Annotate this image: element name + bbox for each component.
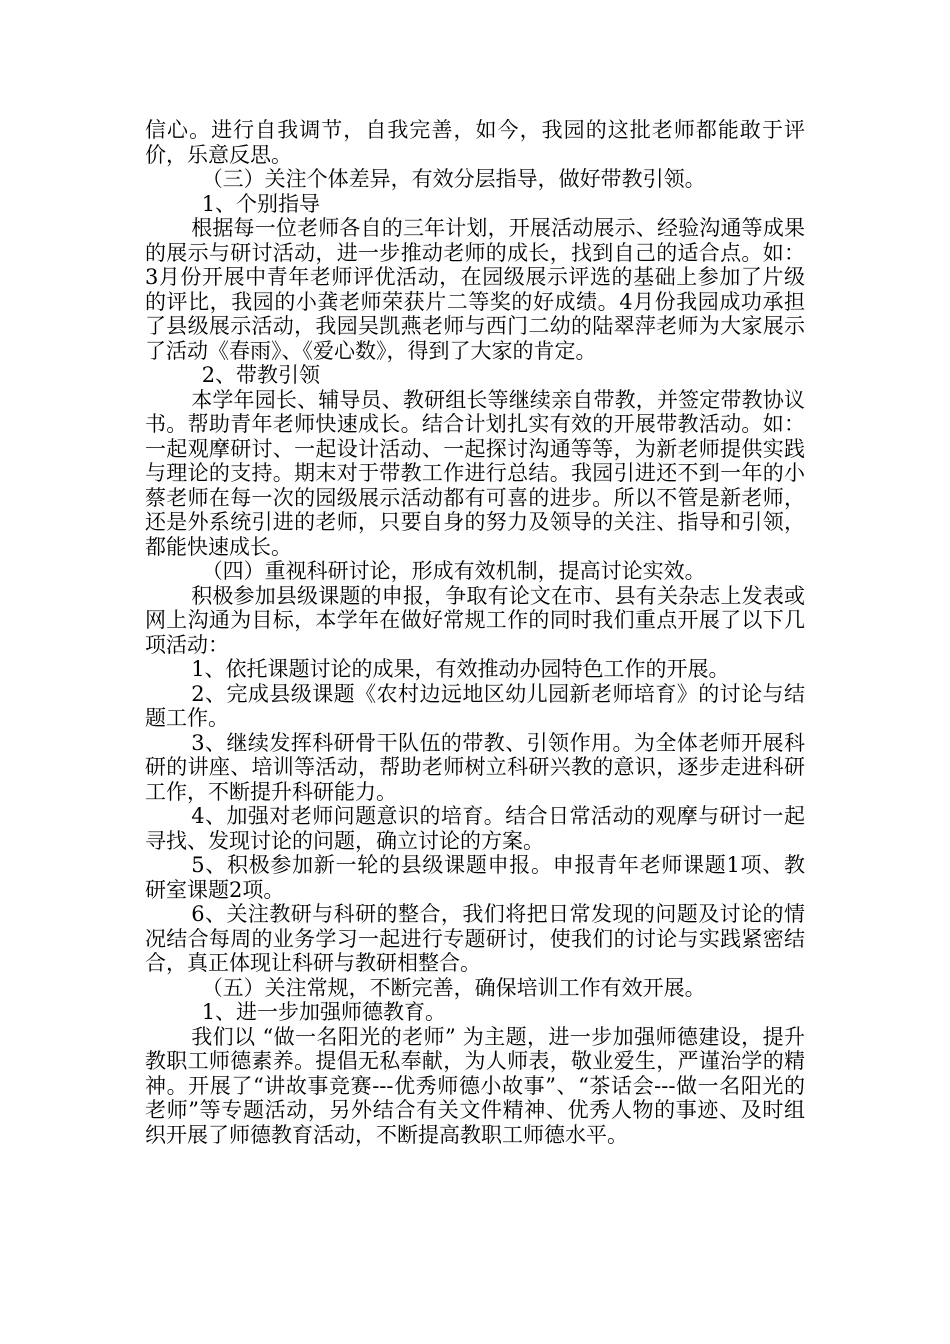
list-item: 3、继续发挥科研骨干队伍的带教、引领作用。为全体老师开展科研的讲座、培训等活动，帮助老师树立科研兴教的意识，逐步走进科研工作，不断提升科研能力。: [145, 730, 805, 804]
sub-heading-individual-guidance: 1、个别指导: [201, 191, 321, 216]
sub-heading-ethics: 1、进一步加强师德教育。: [201, 1000, 447, 1024]
list-item: 1、依托课题讨论的成果，有效推动办园特色工作的开展。: [191, 657, 730, 681]
section-heading-3: （三）关注个体差异，有效分层指导，做好带教引领。: [201, 167, 706, 191]
list-item: 2、完成县级课题《农村边远地区幼儿园新老师培育》的讨论与结题工作。: [145, 681, 805, 730]
paragraph-body: 积极参加县级课题的申报，争取有论文在市、县有关杂志上发表或网上沟通为目标，本学年在做好常规工作的同时我们重点开展了以下几项活动：: [145, 583, 805, 657]
list-item: 5、积极参加新一轮的县级课题申报。申报青年老师课题1项、教研室课题2项。: [145, 853, 805, 902]
paragraph-body: 根据每一位老师各自的三年计划，开展活动展示、经验沟通等成果的展示与研讨活动，进一步推动老师的成长，找到自己的适合点。如：3月份开展中青年老师评优活动，在园级展示评选的基础上参加了片级的评比，我园的小龚老师荣获片二等奖的好成绩。4月份我园成功承担了县级展示活动，我园吴凯燕老师与西门二幼的陆翠萍老师为大家展示了活动《春雨》、《爱心数》，得到了大家的肯定。: [145, 216, 805, 363]
document-page: [145, 118, 805, 1147]
paragraph-body: 本学年园长、辅导员、教研组长等继续亲自带教，并签定带教协议书。帮助青年老师快速成长。结合计划扎实有效的开展带教活动。如：一起观摩研讨、一起设计活动、一起探讨沟通等等，为新老师提供实践与理论的支持。期末对于带教工作进行总结。我园引进还不到一年的小蔡老师在每一次的园级展示活动都有可喜的进步。所以不管是新老师，还是外系统引进的老师，只要自身的努力及领导的关注、指导和引领，都能快速成长。: [145, 387, 805, 559]
section-heading-4: （四）重视科研讨论，形成有效机制，提高讨论实效。: [201, 559, 706, 583]
paragraph-body: 我们以 “做一名阳光的老师” 为主题，进一步加强师德建设，提升教职工师德素养。提倡无私奉献，为人师表，敬业爱生，严谨治学的精神。开展了“讲故事竞赛---优秀师德小故事”、“茶话会---做一名阳光的老师”等专题活动，另外结合有关文件精神、优秀人物的事迹、及时组织开展了师德教育活动，不断提高教职工师德水平。: [145, 1024, 805, 1147]
section-heading-5: （五）关注常规，不断完善，确保培训工作有效开展。: [201, 975, 706, 1000]
list-item: 4、加强对老师问题意识的培育。结合日常活动的观摩与研讨一起寻找、发现讨论的问题，确立讨论的方案。: [145, 804, 805, 853]
list-item: 6、关注教研与科研的整合，我们将把日常发现的问题及讨论的情况结合每周的业务学习一起进行专题研讨，使我们的讨论与实践紧密结合，真正体现让科研与教研相整合。: [145, 902, 805, 975]
sub-heading-mentoring: 2、带教引领: [201, 363, 321, 387]
paragraph-continuation: 信心。进行自我调节，自我完善，如今，我园的这批老师都能敢于评价，乐意反思。: [145, 118, 805, 167]
